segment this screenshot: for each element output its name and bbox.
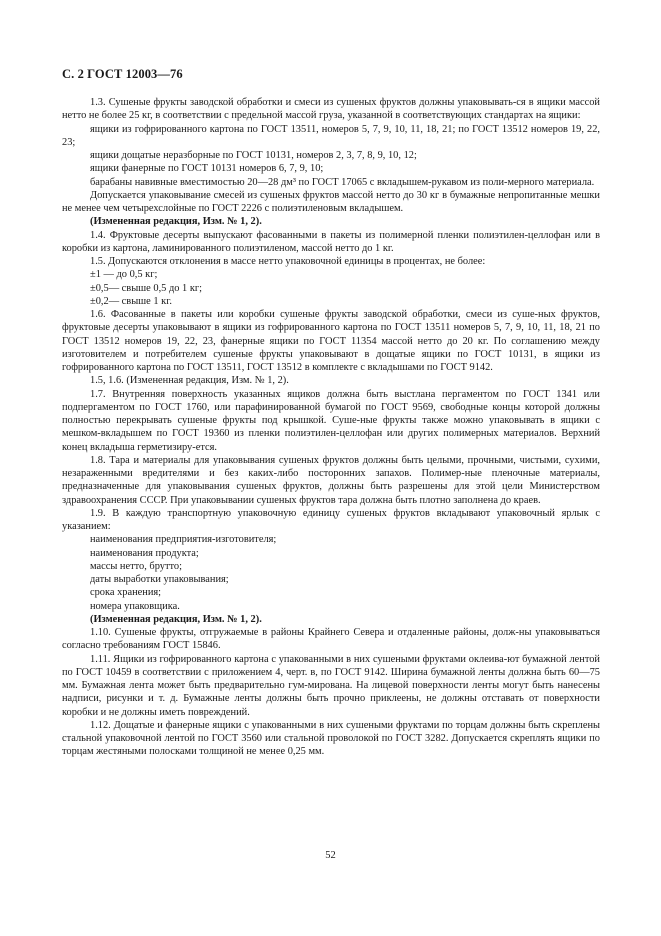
list-item: ±0,2— свыше 1 кг. [90,295,172,307]
amendment-note: (Измененная редакция, Изм. № 1, 2). [90,216,262,228]
list-item: наименования предприятия-изготовителя; [90,534,277,546]
list-item: ±0,5— свыше 0,5 до 1 кг; [90,282,203,294]
list-item: номера упаковщика. [90,600,180,612]
list-item: даты выработки упаковывания; [90,574,229,585]
list-item: ящики дощатые неразборные по ГОСТ 10131, номеров 2, 3, 7, 8, 9, 10, 12; [90,150,417,161]
list-item: наименования продукта; [90,547,199,559]
paragraph: 1.12. Дощатые и фанерные ящики с упакованными в них сушеными фруктами по торцам должны быть скреплены стальной упаковочной лентой по ГОСТ 3560 или стальной проволокой по ГОСТ 3282. Допускается скреплять ящики по торцам жестяными полосками толщиной не менее 0,25 мм. [62,719,600,758]
list-item: ящики фанерные по ГОСТ 10131 номеров 6, 7, 9, 10; [90,163,324,175]
amendment-note: (Измененная редакция, Изм. № 1, 2). [90,613,262,625]
list-item: ±1 — до 0,5 кг; [90,269,158,281]
document-body [62,96,600,759]
list-item: срока хранения; [90,587,162,599]
paragraph: 1.8. Тара и материалы для упаковывания сушеных фруктов должны быть целыми, прочными, чистыми, сухими, незараженными вредителями и без каких-либо посторонних запахов. Полимер-ные пленочные материалы, предназначенные для упаковывания сушеных фруктов, должны быть разрешены для этой цели Министерством здравоохранения СССР. При упаковывании сушеных фруктов тара должна быть плотно заполнена до краев. [62,454,600,506]
paragraph: 1.5. Допускаются отклонения в массе нетто упаковочной единицы в процентах, не более: [90,256,486,267]
paragraph: 1.6. Фасованные в пакеты или коробки сушеные фрукты заводской обработки, смеси из суше-ных фруктов, фруктовые десерты упаковывают в ящики из гофрированного картона по ГОСТ 13511 номеров 5, 7, 9, 10, 11, 18, 21 по ГОСТ 13512 номеров 19, 22, 23, фанерные ящики по ГОСТ 11354 массой нетто до 20 кг. По соглашению между изготовителем и потребителем сушеные фрукты упаковывают в дощатые ящики по ГОСТ 10131, в ящики из гофрированного картона по ГОСТ 13511, ГОСТ 13512 в комплекте с вкладышами по ГОСТ 9142. [62,309,600,373]
page-header: С. 2 ГОСТ 12003—76 [62,67,183,81]
list-item: массы нетто, брутто; [90,560,182,572]
list-item: барабаны навивные вместимостью 20—28 дм³ по ГОСТ 17065 с вкладышем-рукавом из поли-мерного материала. [90,176,595,188]
paragraph: 1.7. Внутренняя поверхность указанных ящиков должна быть выстлана пергаментом по ГОСТ 1341 или подпергаментом по ГОСТ 1760, или парафинированной бумагой по ГОСТ 9569, свободные концы которой должны полностью перекрывать сушеные фрукты под крышкой. Суше-ные фрукты также можно упаковывать в ящики с мешком-вкладышем по ГОСТ 19360 из пленки полиэтилен-целлофан или других полимерных материалов. Верхний конец вкладыша герметизиру-ется. [62,388,600,453]
paragraph: 1.3. Сушеные фрукты заводской обработки и смеси из сушеных фруктов должны упаковывать-ся в ящики массой нетто не более 25 кг, в соответствии с предельной массой груза, указанной в соответствующих стандартах на ящики: [62,97,600,122]
list-item: ящики из гофрированного картона по ГОСТ 13511, номеров 5, 7, 9, 10, 11, 18, 21; по ГОСТ 13512 номеров 19, 22, 23; [62,123,600,148]
paragraph: Допускается упаковывание смесей из сушеных фруктов массой нетто до 30 кг в бумажные непропитанные мешки не менее чем четырехслойные по ГОСТ 2226 с полиэтиленовым вкладышем. [62,189,600,214]
paragraph: 1.4. Фруктовые десерты выпускают фасованными в пакеты из полимерной пленки полиэтилен-целлофан или в коробки из картона, ламинированного полиэтиленом, массой нетто до 1 кг. [62,229,600,254]
paragraph: 1.10. Сушеные фрукты, отгружаемые в районы Крайнего Севера и отдаленные районы, долж-ны упаковываться согласно требованиям ГОСТ 15846. [62,627,600,652]
paragraph: 1.9. В каждую транспортную упаковочную единицу сушеных фруктов вкладывают упаковочный ярлык с указанием: [62,507,600,532]
paragraph: 1.11. Ящики из гофрированного картона с упакованными в них сушеными фруктами оклеива-ют бумажной лентой по ГОСТ 10459 в соответствии с приложением 4, черт. в, по ГОСТ 9142. Ширина бумажной ленты должна быть 60—75 мм. Бумажная лента может быть предварительно гум-мирована. На лицевой поверхности ленты могут быть нанесены надписи, рисунки и т. д. Бумажные ленты должны быть прочно приклеены, не должны отставать от поверхности коробки и не должны иметь повреждений. [62,653,600,718]
paragraph: 1.5, 1.6. (Измененная редакция, Изм. № 1, 2). [90,375,289,387]
page-number: 52 [325,850,336,861]
